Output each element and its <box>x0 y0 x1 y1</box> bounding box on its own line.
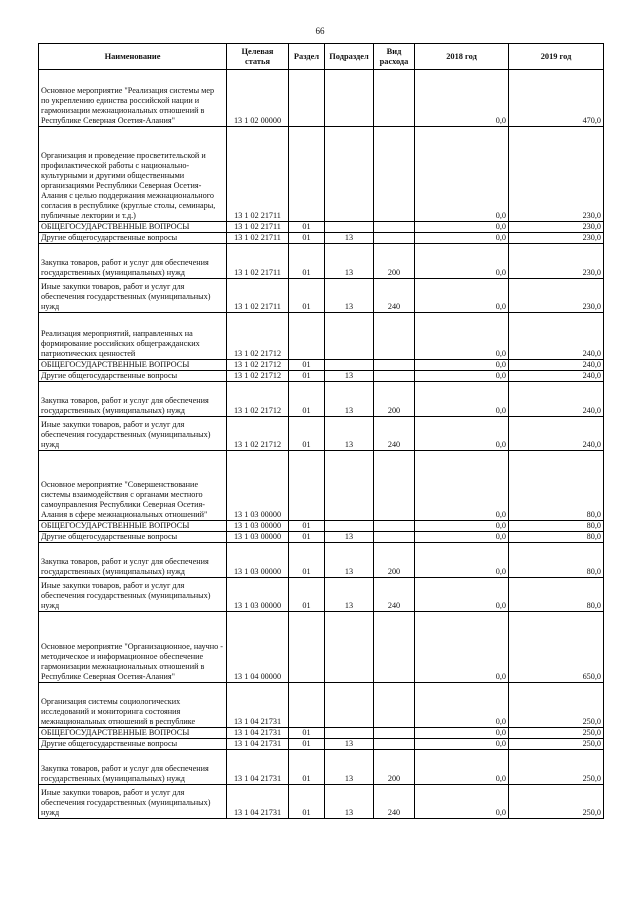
row-2018-value-cell: 0,0 <box>415 244 509 279</box>
row-target-code-cell: 13 1 03 00000 <box>227 451 289 521</box>
header-section: Раздел <box>289 44 325 70</box>
row-2019-value-cell: 240,0 <box>509 417 604 451</box>
row-subsection-cell <box>325 70 374 127</box>
row-name-cell: Закупка товаров, работ и услуг для обеспечения государственных (муниципальных) нужд <box>39 382 227 417</box>
row-name-cell: ОБЩЕГОСУДАРСТВЕННЫЕ ВОПРОСЫ <box>39 521 227 532</box>
row-2019-value-cell: 240,0 <box>509 382 604 417</box>
row-target-code-cell: 13 1 02 21712 <box>227 360 289 371</box>
row-name-cell: Другие общегосударственные вопросы <box>39 371 227 382</box>
row-target-code-cell: 13 1 04 21731 <box>227 785 289 819</box>
row-section-cell: 01 <box>289 532 325 543</box>
row-target-code-cell: 13 1 04 21731 <box>227 750 289 785</box>
row-2018-value-cell: 0,0 <box>415 728 509 739</box>
row-section-cell <box>289 612 325 683</box>
table-row <box>39 417 604 451</box>
row-expense-type-cell <box>374 70 415 127</box>
row-target-code-cell: 13 1 04 21731 <box>227 728 289 739</box>
row-name-cell: ОБЩЕГОСУДАРСТВЕННЫЕ ВОПРОСЫ <box>39 360 227 371</box>
row-section-cell: 01 <box>289 222 325 233</box>
row-subsection-cell <box>325 683 374 728</box>
table-row <box>39 578 604 612</box>
row-name-cell: Иные закупки товаров, работ и услуг для обеспечения государственных (муниципальных) нужд <box>39 785 227 819</box>
row-2018-value-cell: 0,0 <box>415 70 509 127</box>
budget-table <box>38 43 604 819</box>
header-name: Наименование <box>39 44 227 70</box>
row-2019-value-cell: 240,0 <box>509 371 604 382</box>
row-subsection-cell: 13 <box>325 532 374 543</box>
row-target-code-cell: 13 1 03 00000 <box>227 521 289 532</box>
row-subsection-cell: 13 <box>325 244 374 279</box>
table-row <box>39 532 604 543</box>
row-target-code-cell: 13 1 02 21711 <box>227 244 289 279</box>
row-2019-value-cell: 230,0 <box>509 279 604 313</box>
table-row <box>39 451 604 521</box>
row-subsection-cell <box>325 521 374 532</box>
row-2019-value-cell: 230,0 <box>509 244 604 279</box>
row-section-cell: 01 <box>289 279 325 313</box>
row-section-cell: 01 <box>289 785 325 819</box>
row-2019-value-cell: 80,0 <box>509 532 604 543</box>
row-2018-value-cell: 0,0 <box>415 451 509 521</box>
row-2018-value-cell: 0,0 <box>415 578 509 612</box>
row-expense-type-cell: 200 <box>374 382 415 417</box>
row-target-code-cell: 13 1 04 00000 <box>227 612 289 683</box>
table-row <box>39 244 604 279</box>
table-row <box>39 313 604 360</box>
row-2018-value-cell: 0,0 <box>415 683 509 728</box>
row-subsection-cell <box>325 728 374 739</box>
row-target-code-cell: 13 1 03 00000 <box>227 543 289 578</box>
row-name-cell: Основное мероприятие "Совершенствование системы взаимодействия с органами местного самоуправления Республики Северная Осетия-Алания в сфере межнациональных отношений" <box>39 451 227 521</box>
row-section-cell: 01 <box>289 244 325 279</box>
table-row <box>39 222 604 233</box>
row-expense-type-cell <box>374 127 415 222</box>
row-2018-value-cell: 0,0 <box>415 785 509 819</box>
row-target-code-cell: 13 1 02 21712 <box>227 417 289 451</box>
row-name-cell: Иные закупки товаров, работ и услуг для обеспечения государственных (муниципальных) нужд <box>39 417 227 451</box>
row-subsection-cell: 13 <box>325 785 374 819</box>
row-expense-type-cell <box>374 360 415 371</box>
row-section-cell: 01 <box>289 728 325 739</box>
row-name-cell: Закупка товаров, работ и услуг для обеспечения государственных (муниципальных) нужд <box>39 543 227 578</box>
row-section-cell: 01 <box>289 371 325 382</box>
row-name-cell: Организация системы социологических исследований и мониторинга состояния межнациональных отношений в республике <box>39 683 227 728</box>
row-target-code-cell: 13 1 03 00000 <box>227 578 289 612</box>
row-target-code-cell: 13 1 02 21711 <box>227 233 289 244</box>
row-2018-value-cell: 0,0 <box>415 313 509 360</box>
row-target-code-cell: 13 1 02 21711 <box>227 222 289 233</box>
row-expense-type-cell <box>374 612 415 683</box>
row-subsection-cell: 13 <box>325 417 374 451</box>
row-expense-type-cell: 240 <box>374 785 415 819</box>
row-expense-type-cell: 200 <box>374 750 415 785</box>
row-section-cell: 01 <box>289 750 325 785</box>
row-name-cell: Основное мероприятие "Организационное, научно - методическое и информационное обеспечение гармонизации межнациональных отношений в Республике Северная Осетия-Алания" <box>39 612 227 683</box>
row-2018-value-cell: 0,0 <box>415 750 509 785</box>
row-2019-value-cell: 80,0 <box>509 543 604 578</box>
row-subsection-cell <box>325 612 374 683</box>
row-expense-type-cell <box>374 233 415 244</box>
row-2019-value-cell: 80,0 <box>509 521 604 532</box>
row-subsection-cell <box>325 451 374 521</box>
table-header-row <box>39 44 604 70</box>
row-name-cell: Другие общегосударственные вопросы <box>39 233 227 244</box>
table-row <box>39 233 604 244</box>
row-subsection-cell <box>325 127 374 222</box>
row-2018-value-cell: 0,0 <box>415 279 509 313</box>
table-row <box>39 70 604 127</box>
row-subsection-cell: 13 <box>325 371 374 382</box>
row-expense-type-cell <box>374 371 415 382</box>
row-2018-value-cell: 0,0 <box>415 543 509 578</box>
row-target-code-cell: 13 1 02 21711 <box>227 127 289 222</box>
row-2019-value-cell: 230,0 <box>509 222 604 233</box>
row-expense-type-cell <box>374 683 415 728</box>
row-name-cell: Основное мероприятие "Реализация системы мер по укреплению единства российской нации и гармонизации межнациональных отношений в Республике Северная Осетия-Алания" <box>39 70 227 127</box>
row-name-cell: Иные закупки товаров, работ и услуг для обеспечения государственных (муниципальных) нужд <box>39 279 227 313</box>
row-2019-value-cell: 250,0 <box>509 728 604 739</box>
row-section-cell <box>289 313 325 360</box>
row-target-code-cell: 13 1 02 21712 <box>227 382 289 417</box>
row-target-code-cell: 13 1 02 00000 <box>227 70 289 127</box>
header-2018: 2018 год <box>415 44 509 70</box>
row-section-cell <box>289 683 325 728</box>
row-section-cell: 01 <box>289 417 325 451</box>
row-2019-value-cell: 80,0 <box>509 578 604 612</box>
row-2018-value-cell: 0,0 <box>415 382 509 417</box>
row-subsection-cell <box>325 313 374 360</box>
row-section-cell: 01 <box>289 521 325 532</box>
row-2018-value-cell: 0,0 <box>415 233 509 244</box>
row-section-cell <box>289 127 325 222</box>
row-2018-value-cell: 0,0 <box>415 360 509 371</box>
row-2018-value-cell: 0,0 <box>415 417 509 451</box>
row-expense-type-cell: 200 <box>374 543 415 578</box>
header-expense-type: Вид расхода <box>374 44 415 70</box>
row-2018-value-cell: 0,0 <box>415 371 509 382</box>
row-subsection-cell <box>325 360 374 371</box>
row-expense-type-cell: 240 <box>374 578 415 612</box>
row-name-cell: ОБЩЕГОСУДАРСТВЕННЫЕ ВОПРОСЫ <box>39 728 227 739</box>
row-name-cell: Организация и проведение просветительской и профилактической работы с национально-культурными и другими общественными организациями Республики Северная Осетия-Алания с целью поддержания межнационального согласия в республике (круглые столы, семинары, публичные лектории и т.д.) <box>39 127 227 222</box>
row-name-cell: ОБЩЕГОСУДАРСТВЕННЫЕ ВОПРОСЫ <box>39 222 227 233</box>
row-subsection-cell <box>325 222 374 233</box>
row-expense-type-cell: 200 <box>374 244 415 279</box>
row-section-cell: 01 <box>289 233 325 244</box>
row-expense-type-cell: 240 <box>374 279 415 313</box>
row-name-cell: Закупка товаров, работ и услуг для обеспечения государственных (муниципальных) нужд <box>39 244 227 279</box>
table-row <box>39 612 604 683</box>
header-code: Целевая статья <box>227 44 289 70</box>
row-subsection-cell: 13 <box>325 382 374 417</box>
table-row <box>39 279 604 313</box>
row-2019-value-cell: 250,0 <box>509 750 604 785</box>
row-2019-value-cell: 250,0 <box>509 785 604 819</box>
table-row <box>39 739 604 750</box>
row-target-code-cell: 13 1 02 21712 <box>227 313 289 360</box>
table-row <box>39 382 604 417</box>
row-2019-value-cell: 230,0 <box>509 127 604 222</box>
row-target-code-cell: 13 1 04 21731 <box>227 739 289 750</box>
row-expense-type-cell <box>374 222 415 233</box>
row-section-cell: 01 <box>289 360 325 371</box>
row-name-cell: Закупка товаров, работ и услуг для обеспечения государственных (муниципальных) нужд <box>39 750 227 785</box>
row-target-code-cell: 13 1 04 21731 <box>227 683 289 728</box>
header-2019: 2019 год <box>509 44 604 70</box>
row-expense-type-cell <box>374 739 415 750</box>
row-expense-type-cell <box>374 532 415 543</box>
row-name-cell: Другие общегосударственные вопросы <box>39 532 227 543</box>
row-section-cell: 01 <box>289 543 325 578</box>
page-number: 66 <box>315 26 325 36</box>
table-row <box>39 360 604 371</box>
row-2018-value-cell: 0,0 <box>415 532 509 543</box>
row-2019-value-cell: 650,0 <box>509 612 604 683</box>
row-target-code-cell: 13 1 02 21712 <box>227 371 289 382</box>
table-row <box>39 750 604 785</box>
row-2018-value-cell: 0,0 <box>415 222 509 233</box>
row-2018-value-cell: 0,0 <box>415 127 509 222</box>
row-name-cell: Иные закупки товаров, работ и услуг для обеспечения государственных (муниципальных) нужд <box>39 578 227 612</box>
row-2019-value-cell: 230,0 <box>509 233 604 244</box>
row-2018-value-cell: 0,0 <box>415 521 509 532</box>
row-section-cell <box>289 451 325 521</box>
table-row <box>39 683 604 728</box>
row-2019-value-cell: 80,0 <box>509 451 604 521</box>
row-expense-type-cell: 240 <box>374 417 415 451</box>
row-expense-type-cell <box>374 521 415 532</box>
table-row <box>39 127 604 222</box>
row-subsection-cell: 13 <box>325 543 374 578</box>
table-row <box>39 785 604 819</box>
row-expense-type-cell <box>374 313 415 360</box>
table-row <box>39 728 604 739</box>
row-section-cell <box>289 70 325 127</box>
row-section-cell: 01 <box>289 739 325 750</box>
row-expense-type-cell <box>374 728 415 739</box>
row-expense-type-cell <box>374 451 415 521</box>
row-target-code-cell: 13 1 03 00000 <box>227 532 289 543</box>
table-row <box>39 543 604 578</box>
row-subsection-cell: 13 <box>325 750 374 785</box>
row-subsection-cell: 13 <box>325 578 374 612</box>
row-section-cell: 01 <box>289 578 325 612</box>
row-2018-value-cell: 0,0 <box>415 612 509 683</box>
row-2018-value-cell: 0,0 <box>415 739 509 750</box>
row-subsection-cell: 13 <box>325 739 374 750</box>
row-subsection-cell: 13 <box>325 279 374 313</box>
row-name-cell: Реализация мероприятий, направленных на формирование российских общегражданских патриотических ценностей <box>39 313 227 360</box>
row-name-cell: Другие общегосударственные вопросы <box>39 739 227 750</box>
row-section-cell: 01 <box>289 382 325 417</box>
row-2019-value-cell: 240,0 <box>509 313 604 360</box>
table-row <box>39 521 604 532</box>
header-subsection: Подраздел <box>325 44 374 70</box>
row-target-code-cell: 13 1 02 21711 <box>227 279 289 313</box>
row-subsection-cell: 13 <box>325 233 374 244</box>
row-2019-value-cell: 250,0 <box>509 683 604 728</box>
row-2019-value-cell: 250,0 <box>509 739 604 750</box>
row-2019-value-cell: 470,0 <box>509 70 604 127</box>
table-row <box>39 371 604 382</box>
row-2019-value-cell: 240,0 <box>509 360 604 371</box>
